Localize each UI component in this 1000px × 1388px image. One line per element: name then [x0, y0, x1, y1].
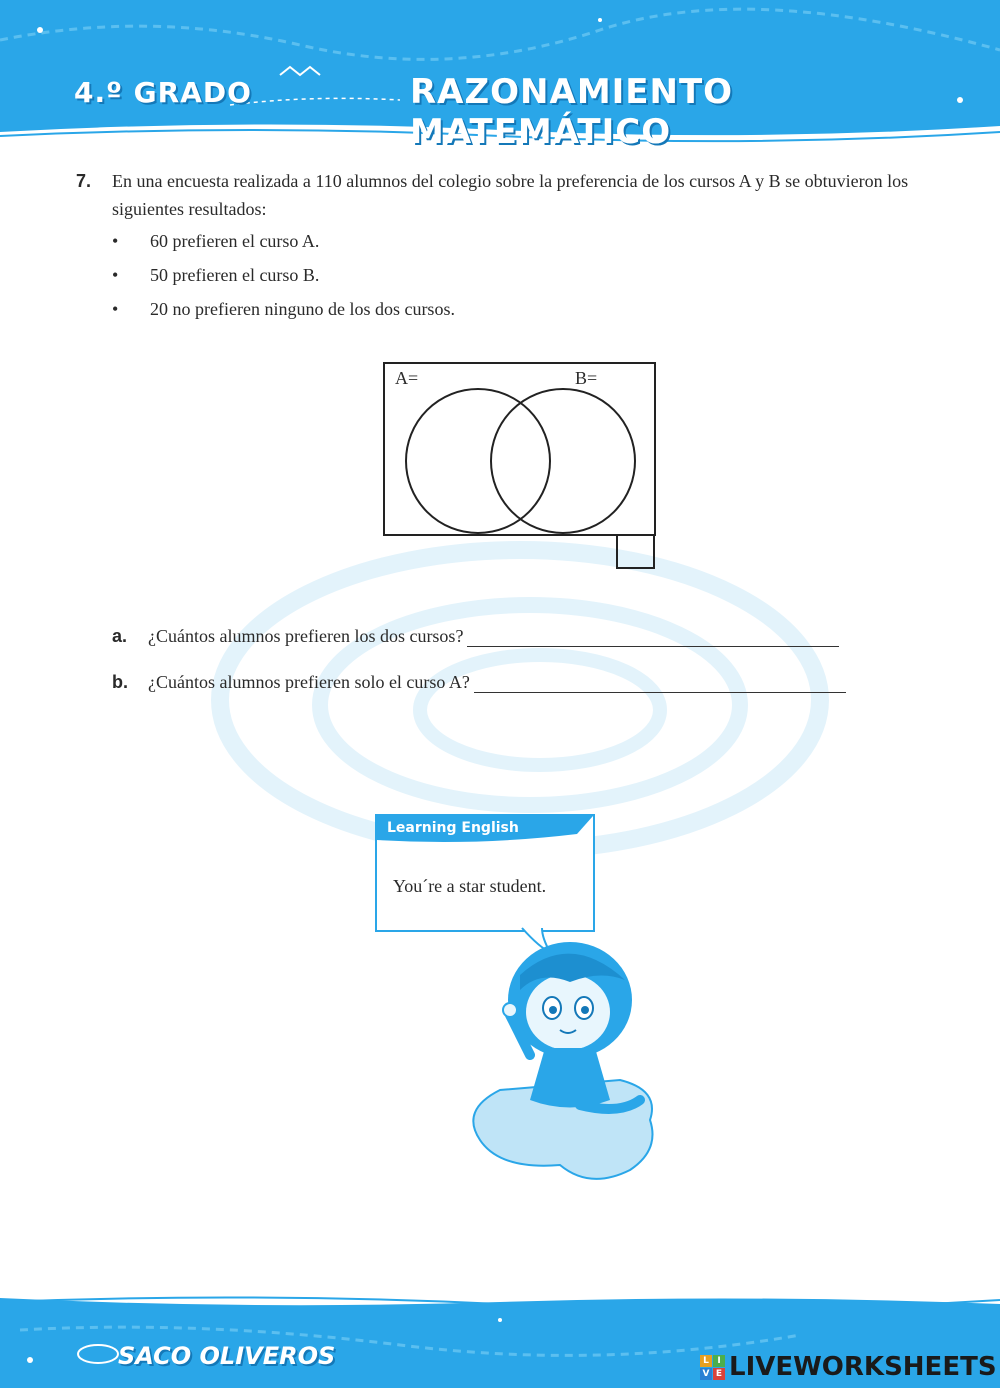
question-text: En una encuesta realizada a 110 alumnos del colegio sobre la preferencia de los cursos A y B se obtuvieron los siguientes resultados:	[112, 171, 909, 219]
footer-school-logo: SACO OLIVEROS	[118, 1342, 336, 1370]
answer-line-a[interactable]	[467, 628, 839, 647]
question-block	[76, 167, 956, 223]
list-item: • 60 prefieren el curso A.	[112, 231, 320, 251]
bubble-text: You´re a star student.	[393, 876, 547, 896]
saco-oliveros-logo-mark	[78, 1345, 118, 1363]
liveworksheets-wordmark: LIVEWORKSHEETS	[729, 1352, 997, 1382]
subquestion-letter: a.	[112, 626, 128, 646]
liveworksheets-brand[interactable]	[700, 1352, 997, 1382]
liveworksheets-badge-icon: L I V E	[700, 1355, 725, 1380]
learning-english-bubble	[375, 814, 595, 932]
list-item: • 50 prefieren el curso B.	[112, 265, 320, 285]
outside-answer-box	[617, 535, 654, 568]
subquestion-b	[112, 672, 846, 693]
results-list	[112, 228, 455, 330]
list-item: • 20 no prefieren ninguno de los dos cursos.	[112, 299, 455, 319]
girl-character-illustration	[460, 930, 680, 1190]
set-b-circle	[491, 389, 635, 533]
answer-line-b[interactable]	[474, 674, 846, 693]
set-b-label: B=	[575, 368, 598, 388]
venn-drawing	[383, 362, 658, 572]
grade-label: 4.º GRADO	[74, 76, 252, 109]
subquestion-text: ¿Cuántos alumnos prefieren solo el curso A?	[148, 672, 470, 692]
subquestion-a	[112, 626, 839, 647]
page-header	[0, 0, 1000, 150]
subquestion-text: ¿Cuántos alumnos prefieren los dos cursos?	[148, 626, 464, 646]
set-a-label: A=	[395, 368, 419, 388]
set-a-circle	[406, 389, 550, 533]
subquestion-letter: b.	[112, 672, 128, 692]
venn-diagram	[383, 362, 658, 577]
question-number: 7.	[76, 171, 92, 191]
subject-title: RAZONAMIENTO MATEMÁTICO	[410, 72, 734, 150]
bubble-title: Learning English	[387, 820, 519, 836]
